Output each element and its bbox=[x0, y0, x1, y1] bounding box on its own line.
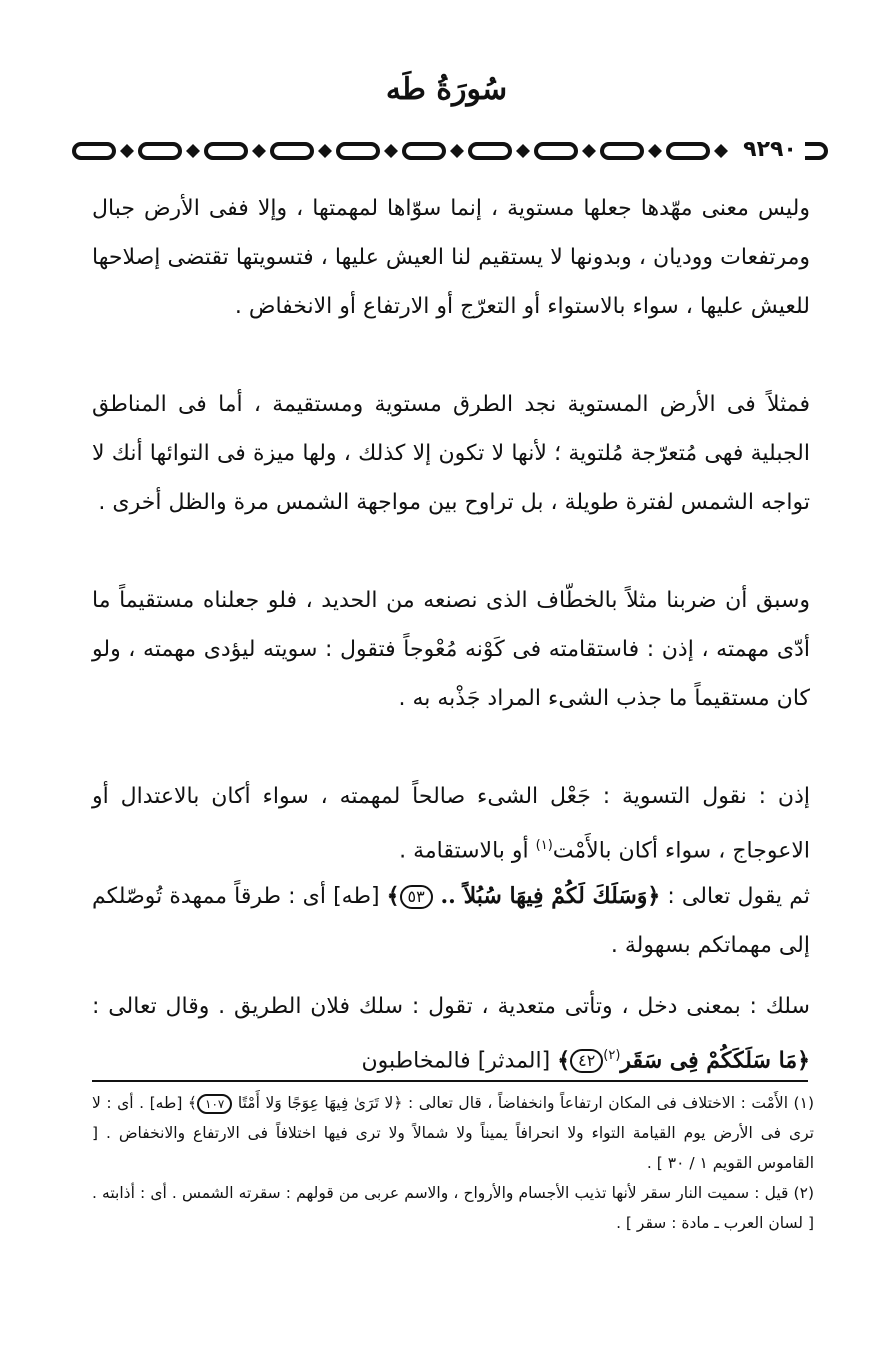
paragraph-5-intro: ثم يقول تعالى : bbox=[660, 884, 810, 909]
quran-verse: ﴿وَسَلَكَ لَكُمْ فِيهَا سُبُلاً .. bbox=[432, 883, 661, 909]
ayah-number-marker: ١٠٧ bbox=[197, 1094, 232, 1114]
paragraph-5 bbox=[92, 872, 810, 970]
page-number: ٩٢٩٠ bbox=[735, 137, 805, 162]
paragraph-3: وسبق أن ضربنا مثلاً بالخطّاف الذى نصنعه من الحديد ، فلو جعلناه مستقيماً ما أدّى مهمته ، إذن : فاستقامته فى كَوْنه مُعْوجاً فتقول : سويته ليؤدى مهمته ، ولو كان مستقيماً ما جذب الشىء المراد جَذْبه به . bbox=[92, 588, 810, 711]
footnote-1 bbox=[92, 1088, 814, 1178]
footnote-marker-1: (١) bbox=[535, 838, 553, 853]
ayah-number-marker: ٥٣ bbox=[400, 885, 433, 909]
surah-title: سُورَةُ طَه bbox=[385, 72, 508, 107]
paragraph-2: فمثلاً فى الأرض المستوية نجد الطرق مستوية ومستقيمة ، أما فى المناطق الجبلية فهى مُتعرّجة مُلتوية ؛ لأنها لا تكون إلا كذلك ، ولها ميزة فى التوائها أنك لا تواجه الشمس لفترة طويلة ، بل تراوح بين مواجهة الشمس مرة والظل أخرى . bbox=[92, 392, 810, 515]
ayah-number-marker: ٤٢ bbox=[570, 1049, 603, 1073]
paragraph-5-rest: أى : طرقاً ممهدة تُوصّلكم إلى مهماتكم بسهولة . bbox=[92, 884, 810, 958]
paragraph-4-text-after: أو بالاستقامة . bbox=[399, 838, 536, 864]
surah-reference: [طه] bbox=[325, 884, 387, 909]
footnote-2-text: (٢) قيل : سميت النار سقر لأنها تذيب الأجسام والأرواح ، والاسم عربى من قولهم : سقرته الشمس . أى : أذابته . [ لسان العرب ـ مادة : سقر ] . bbox=[92, 1184, 814, 1232]
paragraph-6-rest: فالمخاطبون bbox=[361, 1048, 471, 1074]
footnote-1-text-end: ﴾ [طه] . أى : لا ترى فى الأرض يوم القيامة التواء ولا انحرافاً يميناً ولا شمالاً ولا ترى فيها اختلافاً فى الارتفاع والانخفاض . [ القاموس القويم ١ / ٣٠ ] . bbox=[92, 1094, 814, 1172]
footnote-divider bbox=[92, 1080, 808, 1082]
quran-verse: ﴿مَا سَلَكَكُمْ فِى سَقَر bbox=[620, 1047, 810, 1074]
paragraph-6-intro: وقال تعالى : bbox=[92, 994, 210, 1019]
header-ornament-band bbox=[70, 138, 830, 164]
paragraph-1: وليس معنى مهّدها جعلها مستوية ، إنما سوّاها لمهمتها ، وإلا ففى الأرض جبال ومرتفعات ووديان ، وبدونها لا يستقيم لنا العيش عليها ، فتسويتها تقتضى إصلاحها للعيش عليها ، سواء بالاستواء أو التعرّج أو الارتفاع أو الانخفاض . bbox=[92, 196, 810, 319]
surah-reference: [المدثر] bbox=[470, 1048, 558, 1074]
paragraph-6 bbox=[92, 982, 810, 1085]
paragraph-4 bbox=[92, 772, 810, 875]
paragraph-4-text-before: إذن : نقول التسوية : جَعْل الشىء صالحاً لمهمته ، سواء أكان بالاعتدال أو الاعوجاج ، سواء أكان بالأَمْت bbox=[92, 784, 810, 864]
footnote-marker-2: (٢) bbox=[603, 1048, 621, 1063]
footnotes bbox=[92, 1088, 814, 1238]
footnote-1-text-start: (١) الأَمْت : الاختلاف فى المكان ارتفاعاً وانخفاضاً ، قال تعالى : ﴿لا تَرَىٰ فِيهَا عِوَجًا وَلا أَمْتًا bbox=[232, 1094, 814, 1112]
paragraph-6-line-1: سلك : بمعنى دخل ، وتأتى متعدية ، تقول : سلك فلان الطريق . bbox=[218, 994, 810, 1019]
verse-close-bracket: ﴾ bbox=[557, 1047, 571, 1074]
verse-close-bracket: ﴾ bbox=[386, 883, 400, 909]
footnote-2 bbox=[92, 1178, 814, 1238]
